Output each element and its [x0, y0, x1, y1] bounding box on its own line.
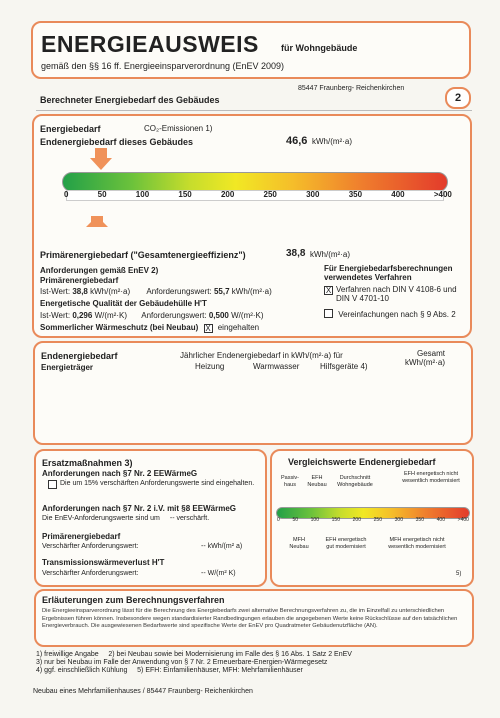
vergleich-tick-label: 150: [331, 517, 340, 523]
req-ist-label: Ist-Wert:: [40, 287, 71, 296]
req-ist2-label: Ist-Wert:: [40, 311, 71, 320]
req-ist-row: [40, 287, 330, 296]
endenergie-value: 46,6: [286, 135, 308, 147]
document-title-suffix: für Wohngebäude: [281, 43, 358, 53]
vergleich-tick-label: 400: [436, 517, 445, 523]
scale-tick-label: 350: [348, 190, 363, 199]
ersatz-anf-1: Anforderungen nach §7 Nr. 2 EEWärmeG: [42, 469, 198, 478]
col-warmwasser: Warmwasser: [253, 362, 300, 371]
scale-tick-label: 100: [135, 190, 150, 199]
erlaeuterung-box: [34, 589, 474, 647]
vergleich-bottom-label: MFH Neubau: [289, 537, 309, 550]
section-title: Berechneter Energiebedarf des Gebäudes: [40, 95, 220, 105]
ersatz-anf-2-text: Die EnEV-Anforderungswerte sind um: [42, 515, 160, 522]
verfahren-option-1: [324, 285, 464, 303]
scale-tick-label: 300: [306, 190, 320, 199]
ersatz-primaer-label: Verschärfter Anforderungswert:: [42, 543, 139, 550]
vergleich-top-label: Passiv- haus: [280, 475, 300, 488]
req-anf2-label: Anforderungswert:: [141, 311, 207, 320]
scale-tick-label: >400: [433, 190, 452, 199]
req-primaer-heading: Primärenergiebedarf: [40, 276, 119, 285]
vergleich-tick-label: 350: [415, 517, 424, 523]
vergleich-tick-label: 100: [310, 517, 319, 523]
req-ist-value: 38,8: [72, 287, 88, 296]
vergleich-bottom-label: MFH energetisch nicht wesentlich modernisiert: [388, 537, 446, 550]
scale-tick-label: 250: [263, 190, 277, 199]
col-traeger: Energieträger: [41, 363, 94, 372]
document-title: ENERGIEAUSWEIS: [41, 31, 259, 57]
scale-tick-label: 50: [97, 190, 107, 199]
page-number-badge: 2: [445, 87, 471, 109]
ersatz-primaer-heading: Primärenergiebedarf: [42, 532, 121, 541]
verfahren-2-checkbox[interactable]: [324, 309, 333, 318]
vergleich-bottom-label: EFH energetisch gut modernisiert: [325, 537, 367, 550]
footnotes: [36, 651, 476, 675]
req-anf-label: Anforderungswert:: [146, 287, 212, 296]
header-box: [31, 21, 471, 79]
col-jaehrlich: Jährlicher Endenergiebedarf in kWh/(m²·a) für: [180, 351, 343, 360]
footnote-line: 3) nur bei Neubau im Falle der Anwendung von § 7 Nr. 2 Erneuerbare-Energien-Wärmegesetz: [36, 659, 328, 666]
verfahren-option-2: [324, 309, 474, 319]
energy-demand-box: [32, 114, 472, 338]
ersatz-trans-heading: Transmissionswärmeverlust H'T: [42, 558, 165, 567]
req-quality-heading: Energetische Qualität der Gebäudehülle H'T: [40, 299, 207, 308]
page-footer: Neubau eines Mehrfamilienhauses / 85447 Fraunberg- Reichenkirchen: [33, 688, 253, 695]
erlaeuterung-heading: Erläuterungen zum Berechnungsverfahren: [42, 595, 225, 605]
ersatz-anf-2-row: [42, 515, 262, 523]
vergleich-tick-label: 200: [352, 517, 361, 523]
ersatz-primaer-value: -- kWh/(m² a): [201, 543, 243, 550]
verfahren-2-text: Vereinfachungen nach § 9 Abs. 2: [338, 310, 456, 319]
scale-tick-label: 200: [220, 190, 235, 199]
primaer-label: Primärenergiebedarf ("Gesamtenergieeffizienz"): [40, 250, 246, 260]
vergleich-box: [270, 449, 474, 587]
req-ist2-row: [40, 311, 330, 320]
requirements-heading: Anforderungen gemäß EnEV 2): [40, 266, 159, 275]
req-sommer-label: Sommerlicher Wärmeschutz (bei Neubau): [40, 323, 199, 332]
vergleich-scale-ticks: [277, 517, 469, 523]
req-sommer-text: eingehalten: [217, 323, 260, 332]
verfahren-1-checkbox[interactable]: X: [325, 286, 332, 295]
vergleich-tick-label: 250: [373, 517, 382, 523]
ersatz-check-1-text: Die um 15% verschärften Anforderungswerte sind eingehalten.: [60, 480, 255, 487]
ersatz-trans-value: -- W/(m² K): [201, 570, 236, 577]
ersatz-check-1-checkbox[interactable]: [48, 480, 57, 489]
req-sommer-row: [40, 323, 259, 333]
vergleich-tick-label: >400: [457, 517, 469, 523]
col-hilfs: Hilfsgeräte 4): [320, 362, 368, 371]
col-gesamt-unit: kWh/(m²·a): [405, 358, 445, 367]
energy-scale-ticks: [64, 190, 452, 199]
ersatz-check-1-row: [48, 480, 258, 489]
vergleich-top-labels: [278, 471, 470, 503]
req-ist2-unit: W/(m²·K): [94, 311, 128, 320]
primaer-arrow: [86, 216, 103, 226]
endenergie-unit: kWh/(m²·a): [312, 137, 352, 146]
ersatz-box: [34, 449, 267, 587]
req-anf2-value: 0,500: [208, 311, 229, 320]
erlaeuterung-text: Die Energieeinsparverordnung lässt für die Berechnung des Energiebedarfs zwei alternative Berechnungsverfahren zu, die im Einzelfall zu unterschiedlichen Ergebnissen führen können. Insbesondere wegen standardisierter Randbedingungen erlauben die angegebenen Werte keine Rückschlüsse auf den tatsächlichen Energieverbrauch. Die ausgewiesenen Bedarfswerte sind spezifische Werte der EnEV pro Quadratmeter Gebäudenutzfläche (AN).: [42, 608, 458, 630]
vergleich-heading: Vergleichswerte Endenergiebedarf: [288, 457, 436, 467]
energy-heading: Energiebedarf: [40, 124, 101, 134]
req-anf-unit: kWh/(m²·a): [231, 287, 272, 296]
req-anf-value: 55,7: [213, 287, 230, 296]
req-anf2-unit: W/(m²·K): [231, 311, 264, 320]
section-divider: [36, 110, 472, 111]
req-sommer-checkbox[interactable]: X: [205, 324, 211, 333]
verfahren-heading: Für Energiebedarfsberechnungen verwendetes Verfahren: [324, 264, 453, 282]
endenergie-label: Endenergiebedarf dieses Gebäudes: [40, 137, 194, 147]
col-heizung: Heizung: [195, 362, 225, 371]
ersatz-anf-2-suffix: -- verschärft.: [169, 515, 210, 522]
vergleich-top-label: EFH Neubau: [307, 475, 327, 488]
footnote-line: 1) freiwillige Angabe 2) bei Neubau sowie bei Modernisierung im Falle des § 16 Abs. 1 Satz 2 EnEV: [36, 651, 352, 658]
ersatz-anf-2: Anforderungen nach §7 Nr. 2 i.V. mit §8 EEWärmeG: [42, 504, 236, 513]
vergleich-tick-label: 300: [394, 517, 403, 523]
endenergy-table-box: [33, 341, 473, 445]
vergleich-tick-label: 0: [277, 517, 280, 523]
energy-scale-bar: [62, 172, 448, 192]
primaer-unit: kWh/(m²·a): [310, 250, 350, 259]
vergleich-top-label: Durchschnitt Wohngebäude: [337, 475, 373, 488]
building-address: 85447 Fraunberg- Reichenkirchen: [298, 85, 405, 92]
footnote-line: 4) ggf. einschließlich Kühlung 5) EFH: Einfamilienhäuser, MFH: Mehrfamilienhäuser: [36, 667, 303, 674]
co2-label: CO₂-Emissionen 1): [144, 124, 213, 133]
scale-tick-label: 0: [64, 190, 69, 199]
primaer-value: 38,8: [286, 248, 306, 259]
req-ist-unit: kWh/(m²·a): [90, 287, 131, 296]
verfahren-1-text: Verfahren nach DIN V 4108-6 und DIN V 4701-10: [336, 285, 457, 303]
endenergy-table-heading: Endenergiebedarf: [41, 351, 118, 361]
req-ist2-value: 0,296: [72, 311, 93, 320]
vergleich-bottom-labels: [278, 537, 470, 567]
vergleich-top-label: EFH energetisch nicht wesentlich modernisiert: [402, 471, 460, 484]
ersatz-heading: Ersatzmaßnahmen 3): [42, 458, 133, 468]
ersatz-trans-label: Verschärfter Anforderungswert:: [42, 570, 139, 577]
col-gesamt: Gesamt: [417, 349, 446, 358]
endenergie-arrow: [90, 148, 107, 158]
legal-basis: gemäß den §§ 16 ff. Energieeinsparverordnung (EnEV 2009): [41, 61, 284, 71]
vergleich-footnote: 5): [456, 571, 462, 577]
scale-tick-label: 400: [391, 190, 405, 199]
scale-tick-label: 150: [178, 190, 192, 199]
vergleich-tick-label: 50: [292, 517, 298, 523]
